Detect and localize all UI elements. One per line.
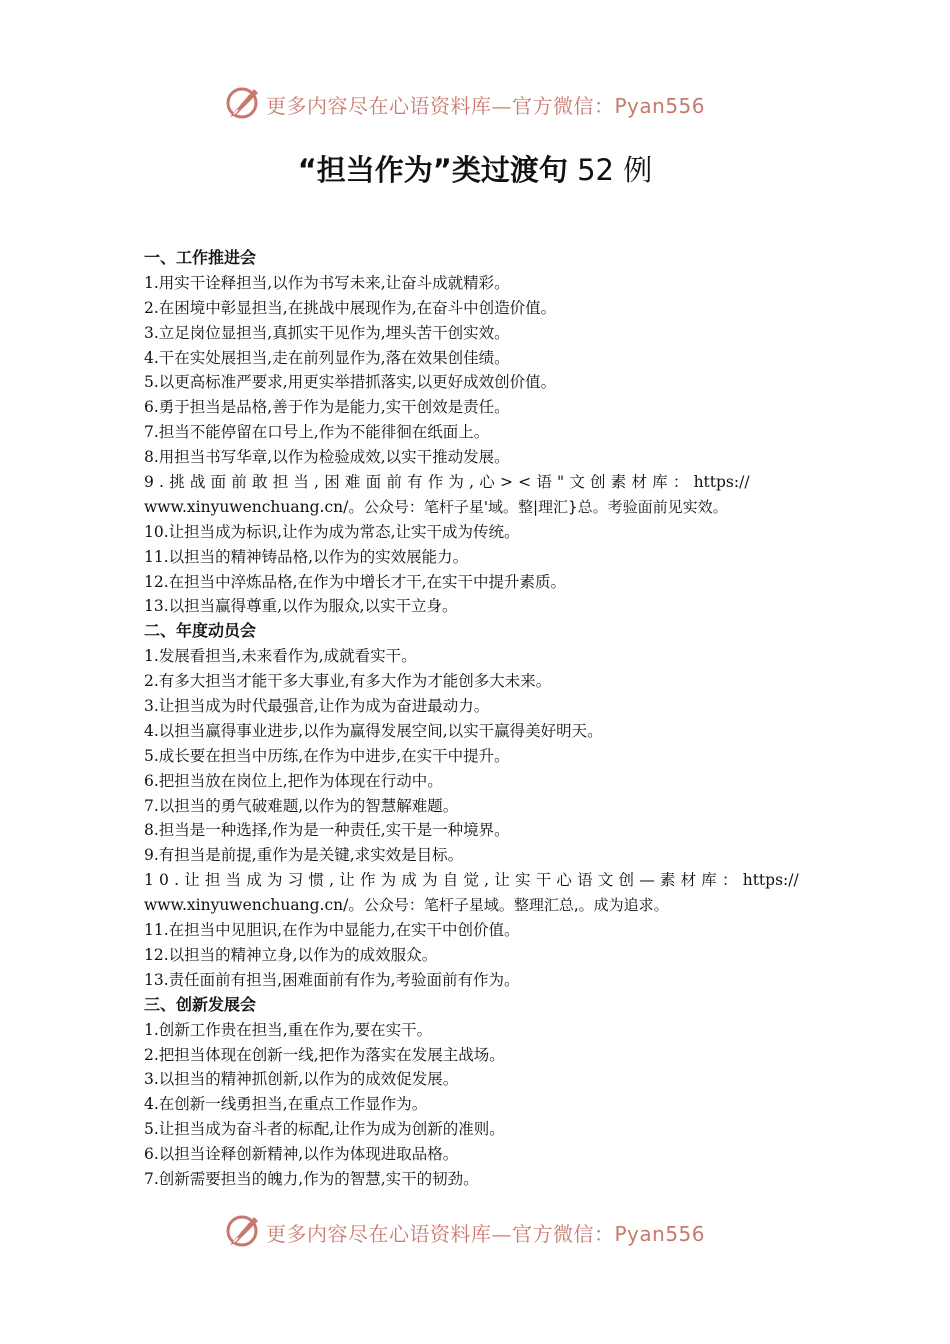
- banner-text: 更多内容尽在心语资料库—官方微信：Pyan556: [266, 1222, 706, 1246]
- list-item: 2.在困境中彰显担当,在挑战中展现作为,在奋斗中创造价值。: [144, 298, 557, 317]
- list-item: 1.用实干诠释担当,以作为书写未来,让奋斗成就精彩。: [144, 273, 510, 292]
- list-item-watermarked: 10.让担当成为习惯,让作为成为自觉,让实干心语文创—素材库：https://: [144, 871, 799, 890]
- footer-banner: [0, 1210, 950, 1250]
- list-item: 5.让担当成为奋斗者的标配,让作为成为创新的准则。: [144, 1120, 505, 1139]
- list-item: 7.担当不能停留在口号上,作为不能徘徊在纸面上。: [144, 423, 490, 442]
- list-item: 6.把担当放在岗位上,把作为体现在行动中。: [144, 771, 443, 790]
- list-item: 4.在创新一线勇担当,在重点工作显作为。: [144, 1095, 428, 1114]
- list-item: 9.有担当是前提,重作为是关键,求实效是目标。: [144, 846, 464, 865]
- list-item: 1.发展看担当,未来看作为,成就看实干。: [144, 647, 417, 666]
- list-item: 7.以担当的勇气破难题,以作为的智慧解难题。: [144, 796, 459, 815]
- pen-logo-icon: [224, 84, 262, 120]
- list-item: 2.把担当体现在创新一线,把作为落实在发展主战场。: [144, 1045, 505, 1064]
- wechat-id: Pyan556: [614, 1222, 706, 1246]
- banner-text: 更多内容尽在心语资料库—官方微信：Pyan556: [266, 94, 706, 118]
- list-item: 8.担当是一种选择,作为是一种责任,实干是一种境界。: [144, 821, 510, 840]
- list-item: 4.以担当赢得事业进步,以作为赢得发展空间,以实干赢得美好明天。: [144, 721, 603, 740]
- list-item: 3.让担当成为时代最强音,让作为成为奋进最动力。: [144, 697, 490, 716]
- list-item: 12.以担当的精神立身,以作为的成效服众。: [144, 945, 438, 964]
- section-heading: 二、年度动员会: [144, 621, 257, 641]
- list-item-watermarked-cont: www.xinyuwenchuang.cn/。公众号：笔杆子星域。整理汇总,。成为追求。: [144, 896, 669, 915]
- source-url: www.xinyuwenchuang.cn/。: [144, 497, 364, 516]
- list-item: 13.以担当赢得尊重,以作为服众,以实干立身。: [144, 597, 458, 616]
- list-item: 6.以担当诠释创新精神,以作为体现进取品格。: [144, 1145, 459, 1164]
- list-item: 1.创新工作贵在担当,重在作为,要在实干。: [144, 1020, 433, 1039]
- list-item: 3.立足岗位显担当,真抓实干见作为,埋头苦干创实效。: [144, 323, 510, 342]
- document-body: [144, 246, 814, 1192]
- list-item: 10.让担当成为标识,让作为成为常态,让实干成为传统。: [144, 522, 520, 541]
- list-item: 7.创新需要担当的魄力,作为的智慧,实干的韧劲。: [144, 1169, 479, 1188]
- list-item: 5.以更高标准严要求,用更实举措抓落实,以更好成效创价值。: [144, 373, 557, 392]
- list-item-watermarked-cont: www.xinyuwenchuang.cn/。公众号：笔杆子星'域。整|理汇}总。考验面前见实效。: [144, 497, 728, 516]
- list-item: 3.以担当的精神抓创新,以作为的成效促发展。: [144, 1070, 459, 1089]
- source-url: https://: [742, 871, 799, 890]
- list-item: 11.以担当的精神铸品格,以作为的实效展能力。: [144, 547, 469, 566]
- section-heading: 三、创新发展会: [144, 994, 257, 1014]
- list-item: 4.干在实处展担当,走在前列显作为,落在效果创佳绩。: [144, 348, 510, 367]
- list-item: 6.勇于担当是品格,善于作为是能力,实干创效是责任。: [144, 398, 510, 417]
- pen-logo-icon: [224, 1212, 262, 1248]
- section-heading: 一、工作推进会: [144, 248, 257, 267]
- list-item: 8.用担当书写华章,以作为检验成效,以实干推动发展。: [144, 448, 510, 467]
- list-item: 2.有多大担当才能干多大事业,有多大作为才能创多大未来。: [144, 672, 552, 691]
- list-item-watermarked: 9.挑战面前敢担当,困难面前有作为,心><语"文创素材库：https://: [144, 473, 750, 492]
- header-banner: [0, 82, 950, 122]
- page-title: “担当作为”类过渡句 52 例: [297, 153, 653, 187]
- list-item: 12.在担当中淬炼品格,在作为中增长才干,在实干中提升素质。: [144, 572, 567, 591]
- source-url: https://: [693, 473, 750, 492]
- list-item: 13.责任面前有担当,困难面前有作为,考验面前有作为。: [144, 970, 520, 989]
- wechat-id: Pyan556: [614, 94, 706, 118]
- list-item: 5.成长要在担当中历练,在作为中进步,在实干中提升。: [144, 746, 510, 765]
- source-url: www.xinyuwenchuang.cn/。: [144, 896, 364, 915]
- list-item: 11.在担当中见胆识,在作为中显能力,在实干中创价值。: [144, 921, 520, 940]
